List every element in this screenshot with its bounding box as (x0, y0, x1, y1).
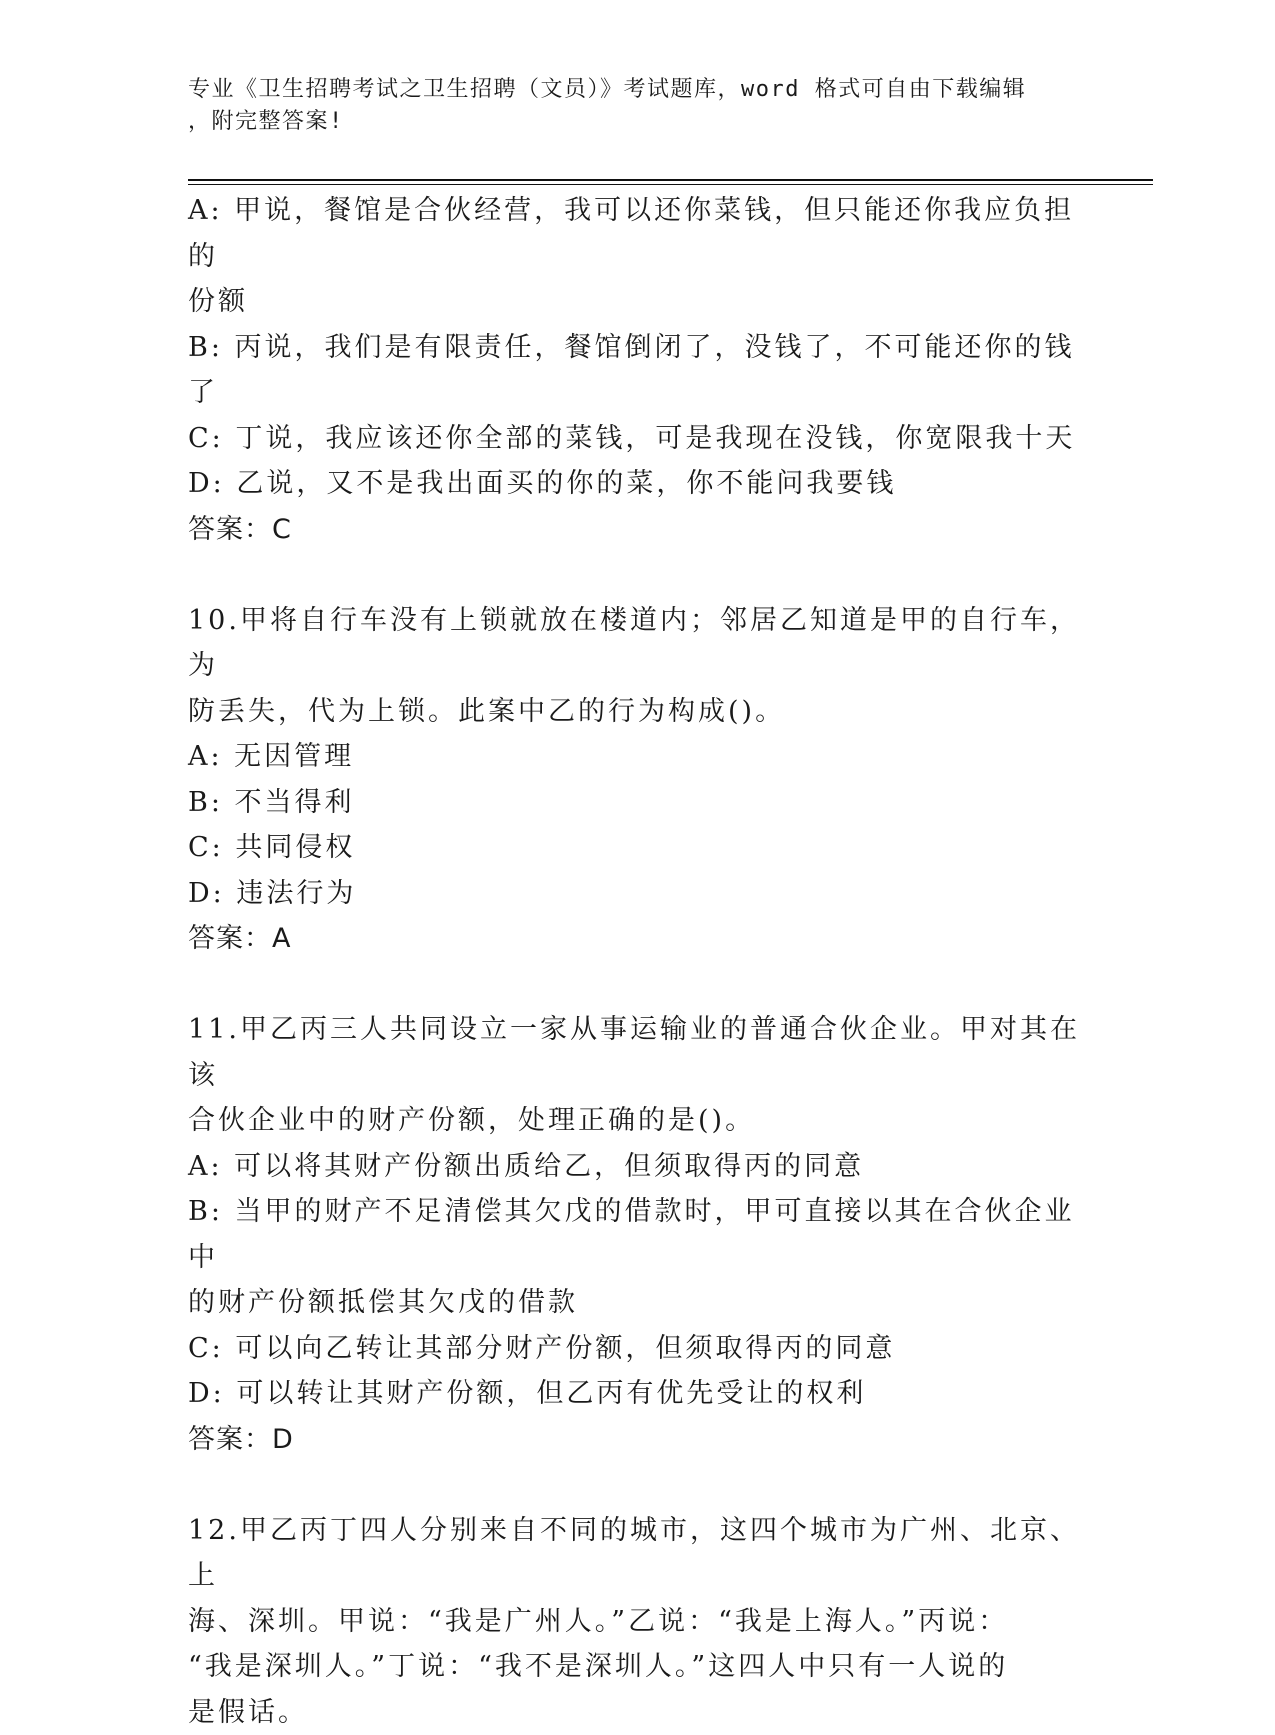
q9-option-a-line-1: A: 甲说，餐馆是合伙经营，我可以还你菜钱，但只能还你我应负担的 (188, 188, 1088, 279)
q12-stem-line-2: 海、深圳。甲说：“我是广州人。”乙说：“我是上海人。”丙说： (188, 1599, 1088, 1645)
q10-option-b: B: 不当得利 (188, 780, 1088, 826)
question-11-block (188, 1007, 1088, 1462)
header-divider-thin (188, 184, 1153, 185)
document-header (188, 74, 1088, 138)
q12-stem-line-4: 是假话。 (188, 1690, 1088, 1735)
q9-option-d: D: 乙说，又不是我出面买的你的菜，你不能问我要钱 (188, 461, 1088, 507)
q10-option-c: C: 共同侵权 (188, 825, 1088, 871)
question-12-block (188, 1508, 1088, 1735)
q10-option-a: A: 无因管理 (188, 734, 1088, 780)
q9-answer: 答案：C (188, 507, 1088, 553)
q11-option-b-line-2: 的财产份额抵偿其欠戊的借款 (188, 1280, 1088, 1326)
q12-stem-line-3: “我是深圳人。”丁说：“我不是深圳人。”这四人中只有一人说的 (188, 1644, 1088, 1690)
q9-option-a-line-2: 份额 (188, 279, 1088, 325)
header-line-1: 专业《卫生招聘考试之卫生招聘（文员）》考试题库，word 格式可自由下载编辑 (188, 74, 1088, 106)
q9-option-c: C: 丁说，我应该还你全部的菜钱，可是我现在没钱，你宽限我十天 (188, 416, 1088, 462)
q11-stem-line-1: 11.甲乙丙三人共同设立一家从事运输业的普通合伙企业。甲对其在该 (188, 1007, 1088, 1098)
q10-option-d: D: 违法行为 (188, 871, 1088, 917)
spacer (188, 1462, 1088, 1508)
q11-option-a: A: 可以将其财产份额出质给乙，但须取得丙的同意 (188, 1144, 1088, 1190)
question-10-block (188, 598, 1088, 962)
question-9-block (188, 188, 1088, 552)
q11-option-d: D: 可以转让其财产份额，但乙丙有优先受让的权利 (188, 1371, 1088, 1417)
q10-stem-line-1: 10.甲将自行车没有上锁就放在楼道内；邻居乙知道是甲的自行车，为 (188, 598, 1088, 689)
header-line-2: ，附完整答案! (188, 106, 1088, 138)
question-content (188, 188, 1088, 1735)
q11-option-c: C: 可以向乙转让其部分财产份额，但须取得丙的同意 (188, 1326, 1088, 1372)
q11-answer: 答案：D (188, 1417, 1088, 1463)
q11-option-b-line-1: B: 当甲的财产不足清偿其欠戊的借款时，甲可直接以其在合伙企业中 (188, 1189, 1088, 1280)
q10-stem-line-2: 防丢失，代为上锁。此案中乙的行为构成()。 (188, 689, 1088, 735)
q12-stem-line-1: 12.甲乙丙丁四人分别来自不同的城市，这四个城市为广州、北京、上 (188, 1508, 1088, 1599)
spacer (188, 962, 1088, 1008)
q11-stem-line-2: 合伙企业中的财产份额，处理正确的是()。 (188, 1098, 1088, 1144)
q9-option-b: B: 丙说，我们是有限责任，餐馆倒闭了，没钱了，不可能还你的钱了 (188, 325, 1088, 416)
q10-answer: 答案：A (188, 916, 1088, 962)
spacer (188, 552, 1088, 598)
header-divider-thick (188, 179, 1153, 181)
